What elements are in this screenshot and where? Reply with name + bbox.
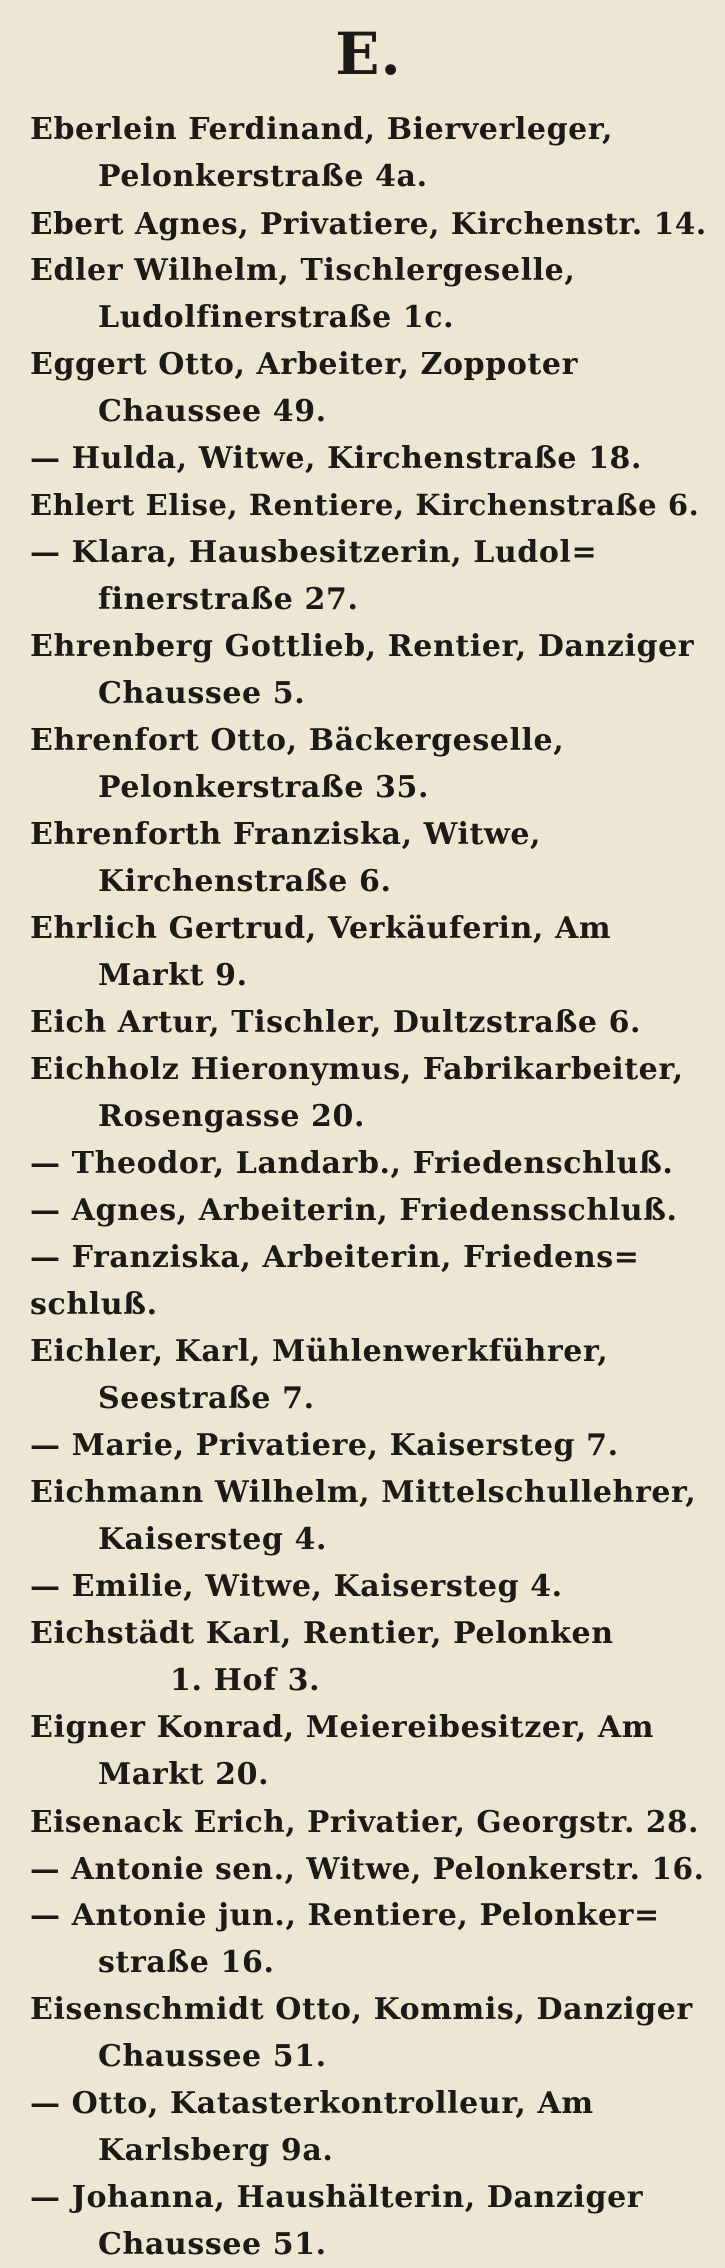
entry-continuation-line: Chaussee 51.	[98, 2227, 327, 2262]
entry-line: Eberlein Ferdinand, Bierverleger,	[30, 112, 614, 147]
entry-continuation-line: straße 16.	[98, 1945, 275, 1980]
directory-entry	[30, 811, 707, 905]
directory-entry	[30, 1892, 707, 1986]
entry-continuation-line: Markt 20.	[98, 1757, 270, 1792]
entry-continuation-line: Kirchenstraße 6.	[98, 864, 392, 899]
directory-entry	[30, 106, 707, 200]
directory-entry	[30, 1798, 707, 1845]
directory-entry	[30, 341, 707, 435]
directory-entry	[30, 905, 707, 999]
directory-entry	[30, 2174, 707, 2268]
entry-continuation-line: Kaisersteg 4.	[98, 1522, 328, 1557]
entry-line: — Klara, Hausbesitzerin, Ludol=	[30, 535, 598, 570]
directory-entry	[30, 1986, 707, 2080]
directory-entry	[30, 717, 707, 811]
directory-entry	[30, 1140, 707, 1187]
entry-line: Eisenack Erich, Privatier, Georgstr. 28.	[30, 1804, 699, 1839]
entry-line: Ehrenberg Gottlieb, Rentier, Danziger	[30, 629, 695, 664]
entry-line: Ehlert Elise, Rentiere, Kirchenstraße 6.	[30, 488, 700, 522]
directory-entry	[30, 529, 707, 623]
directory-entry	[30, 482, 707, 529]
entry-line: Eichmann Wilhelm, Mittelschullehrer,	[30, 1475, 697, 1510]
entry-line: — Franziska, Arbeiterin, Friedens=	[30, 1240, 640, 1275]
entry-continuation-line: Chaussee 49.	[98, 394, 327, 429]
directory-entry	[30, 1704, 707, 1798]
entry-continuation-line: Chaussee 5.	[98, 676, 306, 711]
entry-line: — Hulda, Witwe, Kirchenstraße 18.	[30, 441, 643, 476]
entry-line: — Otto, Katasterkontrolleur, Am	[30, 2086, 594, 2121]
entry-line: Eichstädt Karl, Rentier, Pelonken	[30, 1616, 614, 1651]
entry-line: Ehrenfort Otto, Bäckergeselle,	[30, 723, 565, 758]
directory-entry	[30, 1422, 707, 1469]
directory-entry	[30, 1046, 707, 1140]
directory-entry	[30, 999, 707, 1046]
entry-continuation-line: Chaussee 51.	[98, 2039, 327, 2074]
directory-entry	[30, 1187, 707, 1234]
directory-entry	[30, 200, 707, 247]
entry-line: Eigner Konrad, Meiereibesitzer, Am	[30, 1710, 655, 1745]
directory-entry	[30, 435, 707, 482]
entry-continuation-line: Karlsberg 9a.	[98, 2133, 334, 2168]
entry-line: Edler Wilhelm, Tischlergeselle,	[30, 253, 576, 288]
entry-continuation-line: Markt 9.	[98, 958, 248, 993]
entry-line: Eich Artur, Tischler, Dultzstraße 6.	[30, 1005, 642, 1040]
entry-continuation-line: schluß.	[30, 1287, 158, 1322]
entry-continuation-line: Ludolfinerstraße 1c.	[98, 300, 455, 335]
entry-line: — Emilie, Witwe, Kaisersteg 4.	[30, 1569, 563, 1604]
directory-entry	[30, 247, 707, 341]
directory-entry	[30, 1328, 707, 1422]
entry-line: — Johanna, Haushälterin, Danziger	[30, 2180, 644, 2215]
directory-entry	[30, 623, 707, 717]
entry-line: Eichler, Karl, Mühlenwerkführer,	[30, 1334, 609, 1369]
entry-continuation-line: Rosengasse 20.	[98, 1099, 366, 1134]
entry-continuation-line: 1. Hof 3.	[170, 1663, 321, 1698]
section-letter-heading: E.	[335, 20, 402, 88]
directory-entry	[30, 1563, 707, 1610]
entry-continuation-line: Pelonkerstraße 4a.	[98, 159, 428, 194]
entry-line: Eggert Otto, Arbeiter, Zoppoter	[30, 347, 578, 382]
entry-line: — Antonie sen., Witwe, Pelonkerstr. 16.	[30, 1851, 705, 1886]
entry-line: — Antonie jun., Rentiere, Pelonker=	[30, 1898, 660, 1933]
entry-line: Ehrenforth Franziska, Witwe,	[30, 817, 542, 852]
entry-line: Eichholz Hieronymus, Fabrikarbeiter,	[30, 1052, 684, 1087]
directory-entry	[30, 2080, 707, 2174]
directory-entry	[30, 1469, 707, 1563]
entry-line: — Theodor, Landarb., Friedenschluß.	[30, 1146, 674, 1181]
entry-line: Ebert Agnes, Privatiere, Kirchenstr. 14.	[30, 206, 707, 241]
entry-line: — Marie, Privatiere, Kaisersteg 7.	[30, 1428, 619, 1463]
entry-line: Ehrlich Gertrud, Verkäuferin, Am	[30, 911, 612, 946]
entry-line: — Agnes, Arbeiterin, Friedensschluß.	[30, 1193, 678, 1228]
directory-entry	[30, 1610, 707, 1704]
directory-entry-list	[30, 106, 707, 2268]
entry-continuation-line: Seestraße 7.	[98, 1381, 315, 1416]
directory-entry	[30, 1234, 707, 1328]
entry-continuation-line: finerstraße 27.	[98, 582, 359, 617]
directory-entry	[30, 1845, 707, 1892]
entry-line: Eisenschmidt Otto, Kommis, Danziger	[30, 1992, 693, 2027]
entry-continuation-line: Pelonkerstraße 35.	[98, 770, 430, 805]
